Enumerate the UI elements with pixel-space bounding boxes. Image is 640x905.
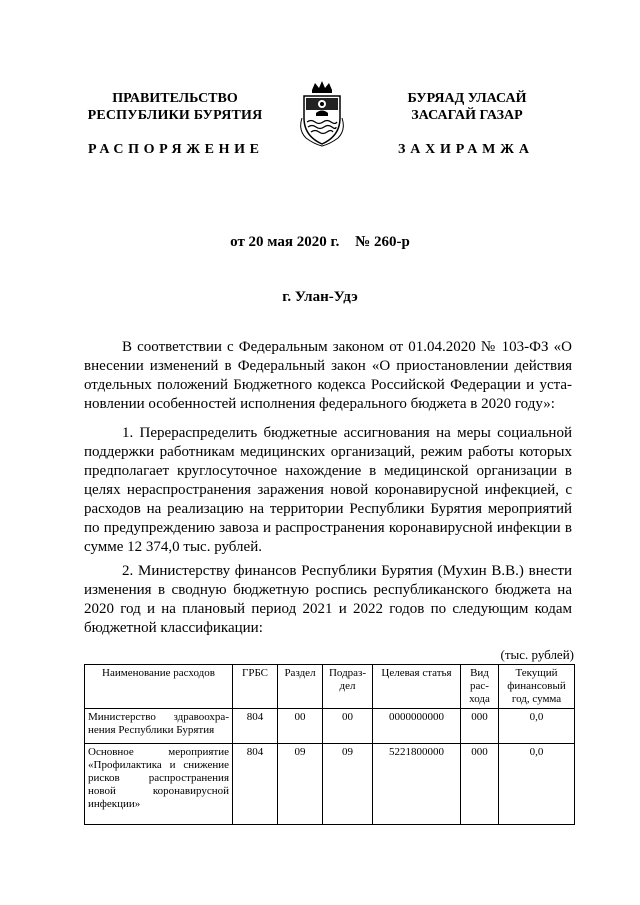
cell-target: 5221800000: [373, 744, 461, 825]
paragraph-preamble: В соответствии с Федеральным законом от 01.04.2020 № 103-ФЗ «О внесении изменений в Федеральный закон «О приостановлении действия отдельных положений Бюджетного кодекса Российской Федерации и установлении особенностей исполнения федерального бюджета в 2020 году»:: [84, 339, 572, 412]
col-header-target: Целевая статья: [373, 665, 461, 709]
col-header-section: Раздел: [278, 665, 323, 709]
document-city: г. Улан-Удэ: [282, 289, 358, 305]
col-header-grbs: ГРБС: [233, 665, 278, 709]
budget-table: [84, 664, 575, 825]
col-header-current: Текущий финансовый год, сумма: [499, 665, 575, 709]
cell-section: 00: [278, 709, 323, 744]
cell-target: 0000000000: [373, 709, 461, 744]
paragraph-item-2: 2. Министерству финансов Республики Бурятия (Мухин В.В.) внести изменения в сводную бюджетную роспись республиканского бюджета на 2020 год и на плановый период 2021 и 2022 годов по следующим кодам бюджетной классификации:: [84, 563, 572, 636]
order-title-bur: ЗАХИРАМЖА: [398, 142, 534, 157]
cell-section: 09: [278, 744, 323, 825]
order-title-ru: РАСПОРЯЖЕНИЕ: [88, 142, 264, 157]
table-row: [85, 744, 575, 825]
header-left-line1: ПРАВИТЕЛЬСТВО: [112, 91, 238, 106]
coat-of-arms-icon: [296, 80, 348, 148]
cell-type: 000: [461, 744, 499, 825]
table-header-row: [85, 665, 575, 709]
col-header-name: Наименование расходов: [85, 665, 233, 709]
col-header-subsection: Подраздел: [323, 665, 373, 709]
header-right: [362, 90, 572, 124]
header-left: [70, 90, 280, 124]
cell-name: Министерство здравоохранения Республики Бурятия: [85, 709, 233, 744]
date-number-line: [0, 234, 640, 251]
cell-subsection: 09: [323, 744, 373, 825]
cell-type: 000: [461, 709, 499, 744]
header-left-line2: РЕСПУБЛИКИ БУРЯТИЯ: [87, 108, 263, 123]
document-number: № 260-р: [355, 234, 410, 250]
table-row: [85, 709, 575, 744]
cell-subsection: 00: [323, 709, 373, 744]
cell-grbs: 804: [233, 709, 278, 744]
cell-name: Основное мероприятие «Профилактика и снижение рисков распространения новой коронавирусной инфекции»: [85, 744, 233, 825]
cell-current: 0,0: [499, 744, 575, 825]
table-units: (тыс. рублей): [500, 647, 574, 662]
cell-grbs: 804: [233, 744, 278, 825]
header-right-line2: ЗАСАГАЙ ГАЗАР: [411, 108, 523, 123]
document-date: от 20 мая 2020 г.: [230, 234, 340, 250]
col-header-type: Вид расхода: [461, 665, 499, 709]
header-right-line1: БУРЯАД УЛАСАЙ: [407, 91, 527, 106]
cell-current: 0,0: [499, 709, 575, 744]
paragraph-item-1: 1. Перераспределить бюджетные ассигнования на меры социальной поддержки работникам медицинских организаций, режим работы которых предполагает круглосуточное нахождение в медицинской организации в целях нераспространения заражения новой коронавирусной инфекцией, с расходов на реализацию на территории Республики Бурятия мероприятий по предупреждению завоза и распространения коронавирусной инфекции в сумме 12 374,0 тыс. рублей.: [84, 425, 572, 555]
